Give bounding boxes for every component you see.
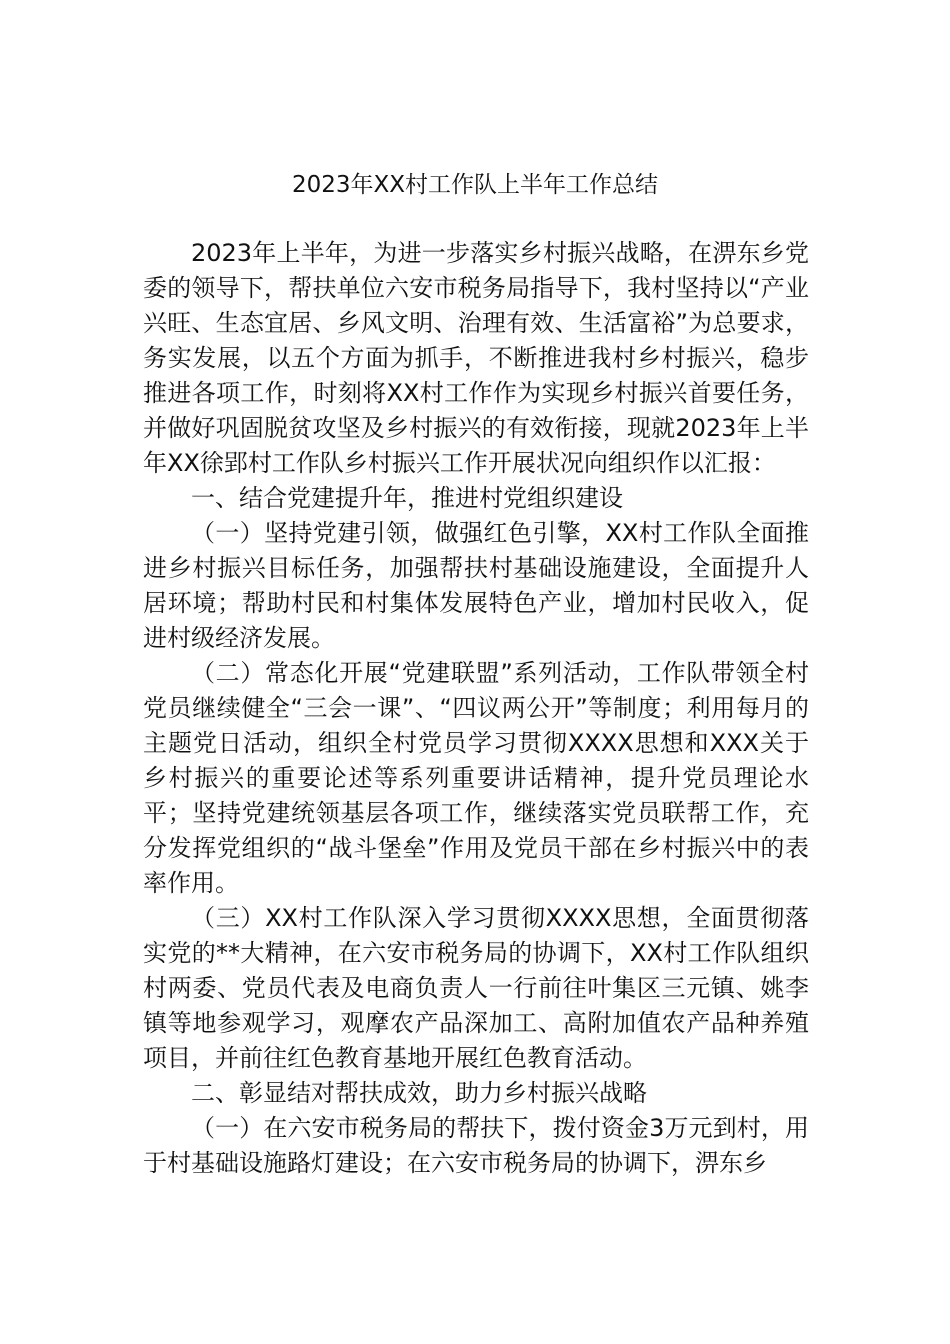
section-heading-2: 二、彰显结对帮扶成效，助力乡村振兴战略 [191,1079,647,1107]
paragraph-1-2: （二）常态化开展“党建联盟”系列活动，工作队带领全村党员继续健全“三会一课”、“四议两公开”等制度；利用每月的主题党日活动，组织全村党员学习贯彻XXXX思想和XXX关于乡村振兴的重要论述等系列重要讲话精神，提升党员理论水平；坚持党建统领基层各项工作，继续落实党员联帮工作，充分发挥党组织的“战斗堡垒”作用及党员干部在乡村振兴中的表率作用。 [143,659,809,897]
section-heading-1: 一、结合党建提升年，推进村党组织建设 [191,484,623,512]
paragraph-1-1: （一）坚持党建引领，做强红色引擎，XX村工作队全面推进乡村振兴目标任务，加强帮扶村基础设施建设，全面提升人居环境；帮助村民和村集体发展特色产业，增加村民收入，促进村级经济发展。 [143,519,809,652]
paragraph-1-3: （三）XX村工作队深入学习贯彻XXXX思想，全面贯彻落实党的**大精神，在六安市税务局的协调下，XX村工作队组织村两委、党员代表及电商负责人一行前往叶集区三元镇、姚李镇等地参观学习，观摩农产品深加工、高附加值农产品种养殖项目，并前往红色教育基地开展红色教育活动。 [143,904,809,1072]
paragraph-intro: 2023年上半年，为进一步落实乡村振兴战略，在淠东乡党委的领导下，帮扶单位六安市税务局指导下，我村坚持以“产业兴旺、生态宜居、乡风文明、治理有效、生活富裕”为总要求，务实发展，以五个方面为抓手，不断推进我村乡村振兴，稳步推进各项工作，时刻将XX村工作作为实现乡村振兴首要任务，并做好巩固脱贫攻坚及乡村振兴的有效衔接，现就2023年上半年XX徐郢村工作队乡村振兴工作开展状况向组织作以汇报： [143,239,809,477]
paragraph-2-1: （一）在六安市税务局的帮扶下，拨付资金3万元到村，用于村基础设施路灯建设；在六安市税务局的协调下，淠东乡 [143,1114,809,1177]
document-body [143,236,809,1181]
document-title: 2023年XX村工作队上半年工作总结 [291,172,659,198]
